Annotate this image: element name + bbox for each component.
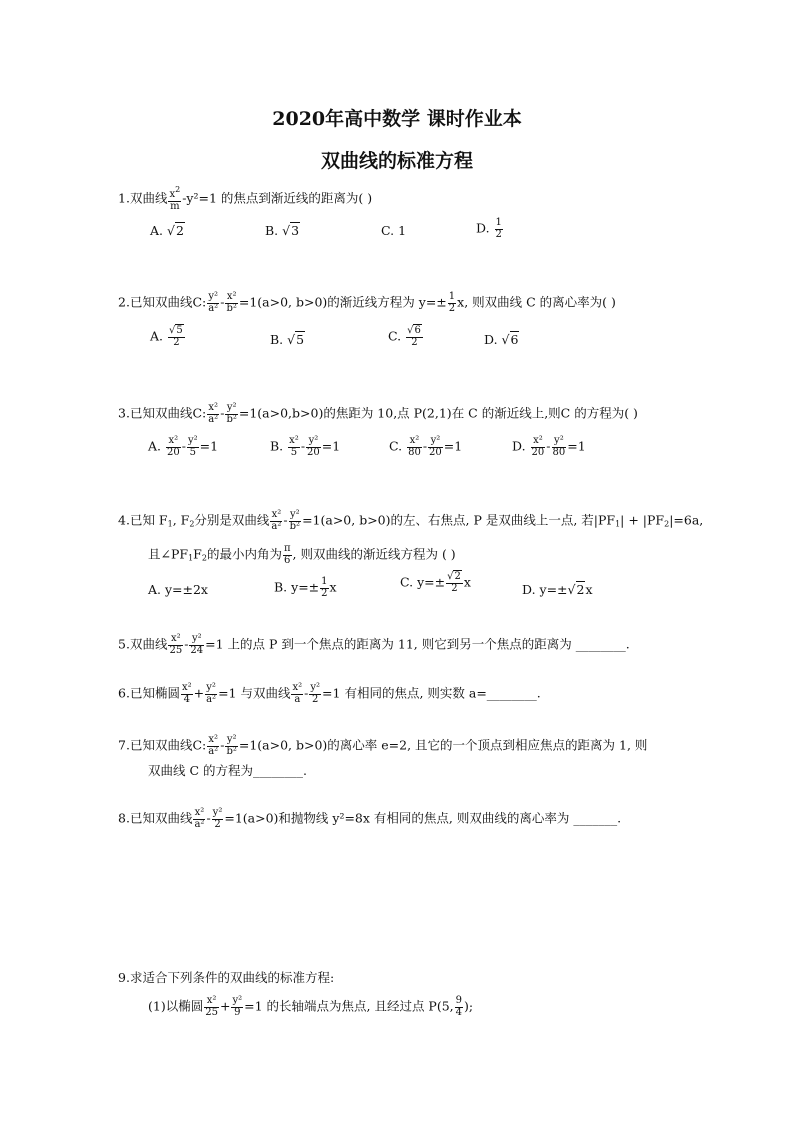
page-title: 2020年高中数学 课时作业本 <box>272 108 522 130</box>
fraction: $\frac{x^2}{m}$ <box>169 185 181 212</box>
q4-option-b: B. y=± $\frac{1}{2}$ x <box>274 576 337 599</box>
q3-option-d: D. $\frac{\text{x²}}{20}$ - $\frac{\text{y²}}{80}$ =1 <box>512 435 586 458</box>
question-4-line-2: 且$\angle PF_1F_2$的最小内角为 $\frac{\pi}{6}$ , 则双曲线的渐近线方程为 ( ) <box>148 543 456 566</box>
q4-option-c: C. y=± $\frac{√2}{2}$ x <box>400 571 471 594</box>
page-subtitle: 双曲线的标准方程 <box>320 150 473 172</box>
question-2: 2.已知双曲线C: $\frac{\text{y²}}{\text{a²}}$ - $\frac{\text{x²}}{\text{b²}}$ =1(a>0, b>0)的渐近线方程为 y=± $\frac{1}{2}$ x, 则双曲线 C 的离心率为( ) <box>118 291 616 314</box>
question-5: 5.双曲线 $\frac{\text{x²}}{25}$ - $\frac{\text{y²}}{24}$ =1 上的点 P 到一个焦点的距离为 11, 则它到另一个焦点的距离为 ________. <box>118 633 630 656</box>
q3-option-b: B. $\frac{\text{x²}}{5}$ - $\frac{\text{y²}}{20}$ =1 <box>270 435 341 458</box>
question-3: 3.已知双曲线C: $\frac{\text{x²}}{\text{a²}}$ - $\frac{\text{y²}}{\text{b²}}$ =1(a>0,b>0)的焦距为 10,点 P(2,1)在 C 的渐近线上,则C 的方程为( ) <box>118 402 638 425</box>
q3-option-a: A. $\frac{\text{x²}}{20}$ - $\frac{\text{y²}}{5}$ =1 <box>148 435 219 458</box>
question-8: 8.已知双曲线 $\frac{\text{x²}}{\text{a²}}$ - $\frac{\text{y²}}{2}$ =1(a>0)和抛物线 y²=8x 有相同的焦点, 则双曲线的离心率为 _______. <box>118 807 622 830</box>
question-6: 6.已知椭圆 $\frac{\text{x²}}{4}$ + $\frac{\text{y²}}{\text{a²}}$ =1 与双曲线 $\frac{\text{x²}}{a}$ - $\frac{\text{y²}}{2}$ =1 有相同的焦点, 则实数 a=________. <box>118 682 541 705</box>
question-9-part-1: (1)以椭圆 $\frac{\text{x²}}{25}$ + $\frac{\text{y²}}{9}$ =1 的长轴端点为焦点, 且经过点 P(5, $\frac{9}{4}$ ); <box>148 995 474 1018</box>
question-4: 4.已知 $F_1$, $F_2$分别是双曲线 $\frac{\text{x²}}{\text{a²}}$ - $\frac{\text{y²}}{\text{b²}}$ =1(a>0, b>0)的左、右焦点, P 是双曲线上一点, 若$|PF_1| + |PF_2|=6a$, <box>118 509 704 532</box>
q2-option-a: A. $\frac{√5}{2}$ <box>150 325 183 348</box>
q1-option-d: D. $\frac{1}{2}$ <box>476 217 502 240</box>
q2-option-b: B. √5 <box>270 332 305 347</box>
q1-option-b: B. √3 <box>265 223 300 238</box>
question-7-line-2: 双曲线 C 的方程为________. <box>148 763 307 778</box>
q2-option-c: C. $\frac{√6}{2}$ <box>388 325 421 348</box>
q3-option-c: C. $\frac{\text{x²}}{80}$ - $\frac{\text{y²}}{20}$ =1 <box>389 435 463 458</box>
question-7: 7.已知双曲线C: $\frac{\text{x²}}{\text{a²}}$ - $\frac{\text{y²}}{\text{b²}}$ =1(a>0, b>0)的离心率 e=2, 且它的一个顶点到相应焦点的距离为 1, 则 <box>118 734 648 757</box>
q1-option-a: A. √2 <box>150 223 184 238</box>
q4-option-a: A. y=±2x <box>148 582 208 597</box>
q2-option-d: D. √6 <box>484 332 519 347</box>
question-1: 1.双曲线 $\frac{x^2}{m}$ -y²=1 的焦点到渐近线的距离为( ) <box>118 185 373 212</box>
q1-option-c: C. 1 <box>381 223 407 238</box>
question-9: 9.求适合下列条件的双曲线的标准方程: <box>118 970 335 985</box>
q4-option-d: D. y=±√2x <box>522 582 593 597</box>
